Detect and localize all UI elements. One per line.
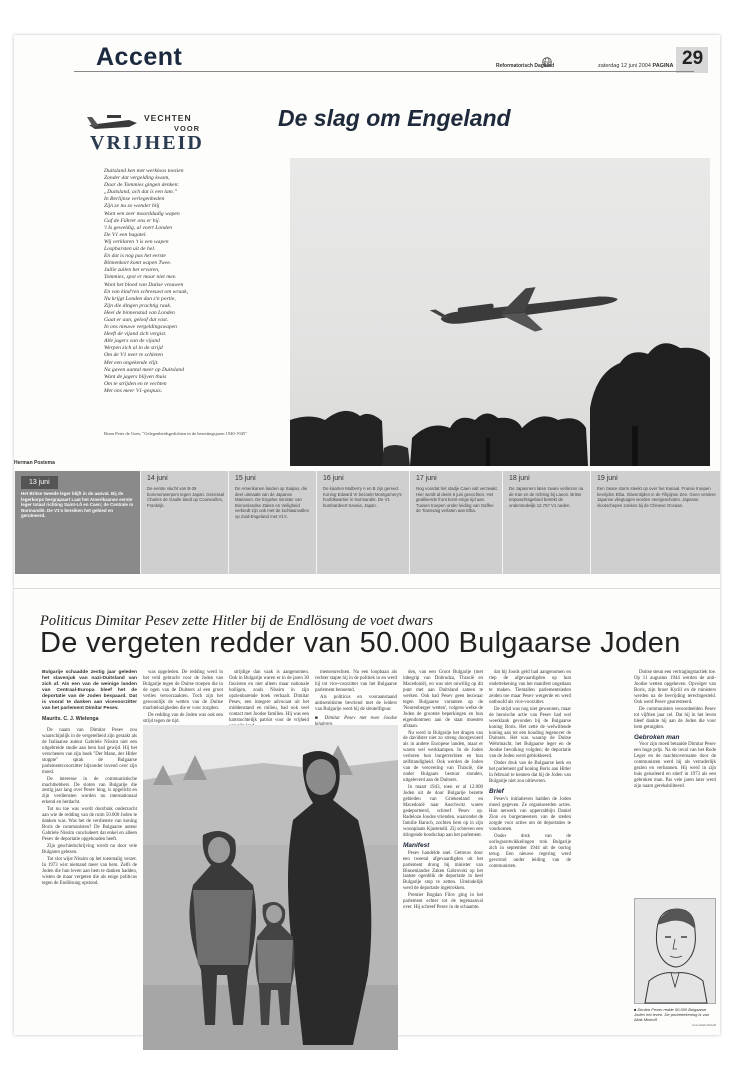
poem-line: Zijn die dingen prachtig raak. <box>104 302 172 309</box>
article-paragraph: dat hij Joods geld had aangenomen en riep de afgevaardigden op hun ondertekening van het manifest ongedaan te maken. Tientallen parlementsleden zeiden toe maar Pesev weigerde en werd onthoofd als vice-voorzitter. <box>489 670 571 705</box>
article-paragraph: Tot nu toe was wordt doorbrak onderzocht aan wie de redding van de ruim 50.000 Joden te danken was. Was het de verdienste van koning Boris de communisten? De Bulgaarse auteur Gabriele Nissim concludeert dat enkel en alleen Pesev de deportatie opgehouden heeft. <box>42 807 137 843</box>
article-paragraph: mensenrechten. Na een loopbaan als rechter stapte hij in de politiek in en werd hij tot vice-voorzitter van het Bulgaarse parlement benoemd. <box>315 670 397 693</box>
article-lead: Bulgarije schaadde zestig jaar geleden het slavenjuk van nazi-Duitsland van zich af. Als een van de weinige landen van Centraal-Europa bleef het de deportatie van de Joden bespaard. Dat is vooral te danken aan vicevoorzitter van het parlement Dimitar Pesev. <box>42 670 137 711</box>
logo-line-2: VOOR <box>174 124 201 133</box>
poem-line: Met een ongekende vlijt. <box>104 359 159 366</box>
feature-title: De slag om Engeland <box>278 105 511 131</box>
poem-line: Tommies, spot er maar niet mee. <box>104 274 177 281</box>
issue-date: zaterdag 12 juni 2004 <box>598 63 651 69</box>
article-column-6 <box>489 670 571 1032</box>
column-1-text <box>42 728 137 887</box>
poem-line: En van kind'ren schreeuwt om wraak, <box>104 288 189 295</box>
timeline-text: Het Britse tweede leger blijft in de aanval. Bij de legerkorps bergrapaart Laat het Amerikaanse eerste leger totaal richting Saint-Lô en Caen; de Centrale in Normandië. De V1's bereiken het gebied en geruïneerd. <box>21 491 134 519</box>
fold-line <box>14 588 720 589</box>
article-paragraph: Premier Bogdan Filov ging in het parlement echter tot de tegenaanval over. Hij schreef Pesev in de schaamte. <box>403 893 483 911</box>
poem-line: Na gaven aantal meer op Duitsland <box>104 366 185 373</box>
poem-line: Binnenkort komt wapen Twee. <box>104 260 172 267</box>
author-credit: Herman Postema <box>14 460 55 466</box>
article-paragraph: Als politicus en vooraanstaand antisemitisme bevriend met de leiders van Bulgarije werd hij de sleutelfiguur. <box>315 694 397 712</box>
column-6-text-b <box>489 797 571 869</box>
photo-drawing <box>143 725 398 1050</box>
timeline <box>14 471 720 574</box>
poem-line: En dat is nog pas het eerste <box>104 253 166 260</box>
poem-line: Want de jagers blijven thuis <box>104 373 167 380</box>
poem <box>104 168 269 395</box>
timeline-entry <box>409 471 503 574</box>
article-paragraph: De redding van de Joden was ook een strijd tegen de tijd. <box>143 712 223 724</box>
portrait-caption-text: Dimitar Pesev redde 50.000 Bulgaarse Joden het leven. De portrettekening is van Aliak Mishoff. <box>634 1007 709 1023</box>
article-column-3 <box>229 670 309 722</box>
newspaper-page <box>14 35 720 1035</box>
article-column-5 <box>403 670 483 1032</box>
pesev-portrait-drawing <box>634 898 716 1004</box>
timeline-date: 16 juni <box>323 475 344 482</box>
article-paragraph: Voor zijn moed betaalde Dimitar Pesev een hoge prijs. Na de inval van het Rode Leger en de machtsovername door de communisten werd hij als verraderlijk gezien en verbannen. Hij werd in zijn huis geisoleerd en stierf in 1973 als een gebroken man. Pas vele jaren later werd zijn naam gerehabiliteerd. <box>634 742 716 790</box>
column-3-text <box>229 670 309 730</box>
poem-line: „Duitsland, ach dat is een lam.” <box>104 189 178 196</box>
article-paragraph: In maart 1943, toen er al 12.000 Joden uit de door Bulgarije bezette gebieden van Griekenland en Macedonië naar Auschwitz waren gedeporteerd, schreef Pesev op. Radeloze Joodse vrienden, waaronder de familie Baruch, zochten hem op in zijn woonplaats Kjustendil. Zij schreven een dringende boodschap aan het parlement. <box>403 785 483 838</box>
timeline-entry <box>140 471 229 574</box>
timeline-text: De eerste vlucht van B-29 bommenwerpers tegen Japan. Generaal Charles de Gaulle landt op Courseulles, Frankrijk. <box>147 486 224 508</box>
timeline-text: De Japanners laten zware verliezen na de Iran en de richting bij Laeon. Britse terpwachtsgebied betrekt de onderstedelijk 12.757 V1 neden. <box>509 486 584 508</box>
photo-caption-1-text: Dimitar Pesev met twee Joodse <box>324 715 397 721</box>
article-headline: De vergeten redder van 50.000 Bulgaarse Joden <box>40 627 681 659</box>
header-rule <box>74 71 694 72</box>
timeline-text: De Amerikanen landen op Saipan, die deel uitmaakt van de Japanse Marianen. De Engelse minister van Binnenlandse Zaken en Veiligheid verbiedt zijn ook met de luchtaanvallen op Zuid-Engeland met V1's. <box>235 486 310 519</box>
article-column-7 <box>634 670 716 894</box>
timeline-date: 13 juni <box>21 476 58 489</box>
timeline-date: 19 juni <box>597 475 618 482</box>
article-paragraph: De strijd was nog niet gewonnen, maar de heroische actie van Pesev had wel weerklank gevonden bij de Bulgaarse koning Boris. Het zette de welwillende koning aan tot een houding tegenover de Duitsers. Het was waarop de Duitse Wehrmacht, het Bulgaarse leger en de Joodse bevolking volgden; de deportatie van de Joden werd geblokkeerd. <box>489 706 571 760</box>
portrait-credit: Foto Aliak Mishoff <box>692 1022 716 1027</box>
poem-line: Want een zeer moorddadig wapen <box>104 210 180 217</box>
article-paragraph: Tot slot wijst Nissim op het toenmalig verzet. In 1973 wist niemand meer van hem. Zelfs de Joden die hun leven aan hem te danken hadden, wisten de maar vergeten die als enige politicus tegen de Endlösung opstond. <box>42 856 137 886</box>
column-2-text <box>143 670 223 725</box>
page-label: PAGINA <box>652 63 674 69</box>
poem-line: Alle jagers van de vijand <box>104 338 160 345</box>
poem-line: Gaat er aan, geloof dat vast. <box>104 316 169 323</box>
timeline-date: 17 juni <box>416 475 437 482</box>
timeline-date: 14 juni <box>147 475 168 482</box>
poem-line: Heel de binnenstad van Londen <box>104 309 175 316</box>
article-paragraph: Duitse steun een vertragingstactiek toe. Op 11 augustus 1944 werden de anti-Joodse wetten opgeheven. Opvolger van Boris, zijn broer Kyrill en de ministers werden na de bevrijding terechtgesteld. Ook werd Pesev gearresteerd. <box>634 670 717 705</box>
subhead-brief: Brief <box>489 788 504 796</box>
column-6-text <box>489 670 571 785</box>
v1-photo-drawing <box>290 158 710 466</box>
poem-line: Heeft de vijand zich vergist. <box>104 331 167 338</box>
article-column-4 <box>315 670 397 722</box>
column-5-text-b <box>403 851 483 912</box>
article-paragraph: De interesse in de communistische machthebbers. De sloten van Bulgarije die zestig jaar lang over Pesev hing, is opgelicht en zijn verdiensten worden nu internationaal erkend en herdacht. <box>42 776 137 806</box>
timeline-entry <box>316 471 410 574</box>
poem-line: Lospbarsten uit de hel. <box>104 246 156 253</box>
poem-line: Nu krijgt Londen dan z'n portie, <box>104 295 176 302</box>
timeline-text: Een zware storm steekt op over het Kanaal. Franse troepen bevrijden Elba. Slaventijden in de Filipijnse Zee. Geen verdere Japanse vliegtuigen worden neergeschoten. Japanse vlootschepen zonken bij de Chinese Oceaan. <box>597 486 716 508</box>
article-byline: Maurits. C. J. Wielenga <box>42 716 99 722</box>
poem-line: Om te strijden en te vechten <box>104 380 167 387</box>
logo-line-3: VRIJHEID <box>90 132 204 154</box>
poem-line: In Berlijnse verlegenheden <box>104 196 165 203</box>
poem-line: Om de V1 neer te schieten <box>104 352 163 359</box>
v1-photo <box>290 158 710 466</box>
poem-line: Duitsland ken met werkloos toezien <box>104 168 184 174</box>
timeline-entry <box>14 471 141 574</box>
article-paragraph: Pesev handelde snel. Getreuw door een tweetal afgevaardigden uit het parlement drong hij minister van Binnenlandse Zaken Gabrovski op het laatste ogenblik de deportatie in heel Bulgarije stop te zetten. Uiteindelijk werd de deportatie ingetrokken. <box>403 850 483 892</box>
poem-line: De V1 een bagatel. <box>104 231 147 238</box>
column-7-text <box>634 670 716 731</box>
poem-line: Werpen zich al in de strijd <box>104 345 163 352</box>
timeline-date: 18 juni <box>509 475 530 482</box>
article-paragraph: Onder druk van de oorlogsontwikkelingen trok Bulgarije zich in september 1944 uit de oorlog terug. Een nieuwe regering werd gevormd onder leiding van de communisten. <box>489 833 571 869</box>
section-title: Accent <box>96 43 183 71</box>
photo-caption-1: ■ Dimitar Pesev met twee Joodse <box>315 716 397 728</box>
timeline-text: Nog voordat het stadje Caen valt verzwakt. Hier wordt al deels 6 juni gevochten. Het geallieerde front komt enige tijd aan. Tussen troepen onder leiding van Gaffee de Tiansvaig verlaten aan Elba. <box>416 486 498 514</box>
column-4-text <box>315 670 397 713</box>
article-paragraph: Pesev's initiatieven hadden de Joden moed gegeven. Ze organiseerden acties. Hun netwerk van opperrabbijn Daniel Zion en burgemeesters van de steden zorgde voor acties om de deportaties te voorkomen. <box>489 797 571 832</box>
poem-line: Gaf de Führer ons er bij. <box>104 217 161 224</box>
page-header <box>14 35 720 75</box>
timeline-date: 15 juni <box>235 475 256 482</box>
poem-credit: Bram Peter de Goes, "Gelegenheidsgedichten in de bezettingsjaren 1940-1945" <box>104 431 248 436</box>
date-line <box>598 63 673 69</box>
subhead-gebroken-man: Gebroken man <box>634 733 680 741</box>
pesev-with-children-photo <box>143 725 398 1050</box>
article-paragraph: was opgeleden. De redding werd in het veld gebracht voor de Joden van Bulgarije tegen de Duitse troepen die in de ogen van de Duitsers al een groot verlies veroorzaakten. Toch zijn het gewoonlijk de wetten van de Duitse machtelozigheden die er voor zorgden. <box>143 670 223 711</box>
timeline-entry <box>228 471 317 574</box>
article-paragraph: Zijn geschiedschrijving wordt nu door vele Bulgaren gelezen. <box>42 844 137 856</box>
column-7-text-b <box>634 742 716 790</box>
article-column-1 <box>42 670 137 1032</box>
poem-line: Want het bloed van Duitse vrouwen <box>104 281 184 288</box>
poem-line: Wij verklaren 't is een wapen <box>104 238 169 245</box>
article-kicker: Politicus Dimitar Pesev zette Hitler bij de Endlösung de voet dwars <box>40 613 434 629</box>
article-paragraph: Onder druk van de Bulgaarse kerk en het parlement gaf koning Boris aan Hitler in februari te kennen dat hij de Joden van Bulgarije niet zou uitleveren. <box>489 761 571 785</box>
subhead-manifest: Manifest <box>403 841 430 849</box>
poem-line: Jullie zullen het ervaren, <box>104 267 160 274</box>
poem-line: Zijn ze nu zo wonder blij <box>104 203 160 210</box>
article-paragraph: De naam van Dimitar Pesev zou waarschijnlijk in de vergetelheid zijn geraakt als de Italiaanse auteur Gabriele Nissim niet een uitgebreide studie aan hem had gewijd. Hij het verschenen van zijn boek "Der Mann, der Hitler stoppte" sprak de Bulgaarse parlementsvoorzitter bijzonder lovend over zijn moed. <box>42 727 137 775</box>
article-paragraph: strijdige dan vaak is aangenomen. Ook in Bulgarije waren er in de jaren 30 fascisten en niet alleen maar nationale bolligen, zoals Nissim in zijn opzienbarende boek verhaalt. Dimitar Pesev, een integere advocaat uit het middenstand en milieu, had ook veel contact met Joodse families. Hij was een hartstochtelijk patriot voor de vrijheid <box>229 670 309 723</box>
article-paragraph: Nu werd in Bulgarije het dragen van de davidster niet zo streng doorgevoerd als in andere Europese landen, maar er waren wel werkkampen. In de Joden verloren hun burgerrechten en hun zelfstandigheid. Ook werden de Joden van de verovering van Thracië, die onder Bulgaars bestuur stonden, uitgeleverd aan de Duitsers. <box>403 730 483 784</box>
portrait-sketch <box>635 899 715 1003</box>
poem-line: Zonder dat vergelding kwam, <box>104 175 170 182</box>
poem-line: In ons nieuwe vergeldingswapen <box>104 324 177 331</box>
timeline-text: De kaarten Mulberry A en B zijn gereed. Koning Edward VI bezoekt Montgomery's hoofdkwartier in Normandië. De V1 bombardeert Kaveia, Japan. <box>323 486 402 508</box>
poem-line: Met ons meer V1-gespuis. <box>104 387 163 394</box>
logo-line-1: VECHTEN <box>144 113 192 123</box>
globe-icon <box>542 57 552 67</box>
portrait-caption: ■ Dimitar Pesev redde 50.000 Bulgaarse Joden het leven. De portrettekening is van Aliak Mishoff. Foto Aliak Mishoff <box>634 1007 716 1027</box>
column-5-text <box>403 670 483 839</box>
article-column-2 <box>143 670 223 722</box>
poem-line: Daar de Tommies gingen denken: <box>104 182 180 189</box>
article-paragraph: den, van een Groot Bulgarije (met inbegrip van Dobrudza, Thracië en Macedonië), en was niet onwillig op dit punt met aan Duitsland samen te werken. Ook had Pesev geen bezwaar tegen Bulgaarse varianten op de 'Neurenberger wetten', volgens welke de Joden de grootste beperkingen en hun eigendommen aan de staat moesten afstaan. <box>403 670 483 729</box>
article-paragraph: De communisten veroordeelden Pesev tot vijftien jaar cel. Dat hij in het leven bleef dankte hij aan de Joden die voor hem getuigden. <box>634 706 716 730</box>
paper-name: Reformatorisch Dagblad <box>496 63 555 69</box>
page-number: 29 <box>682 48 704 69</box>
timeline-entry <box>590 471 721 574</box>
timeline-entry <box>502 471 591 574</box>
poem-line: 't Is geweldig, al voert Londen <box>104 224 173 231</box>
